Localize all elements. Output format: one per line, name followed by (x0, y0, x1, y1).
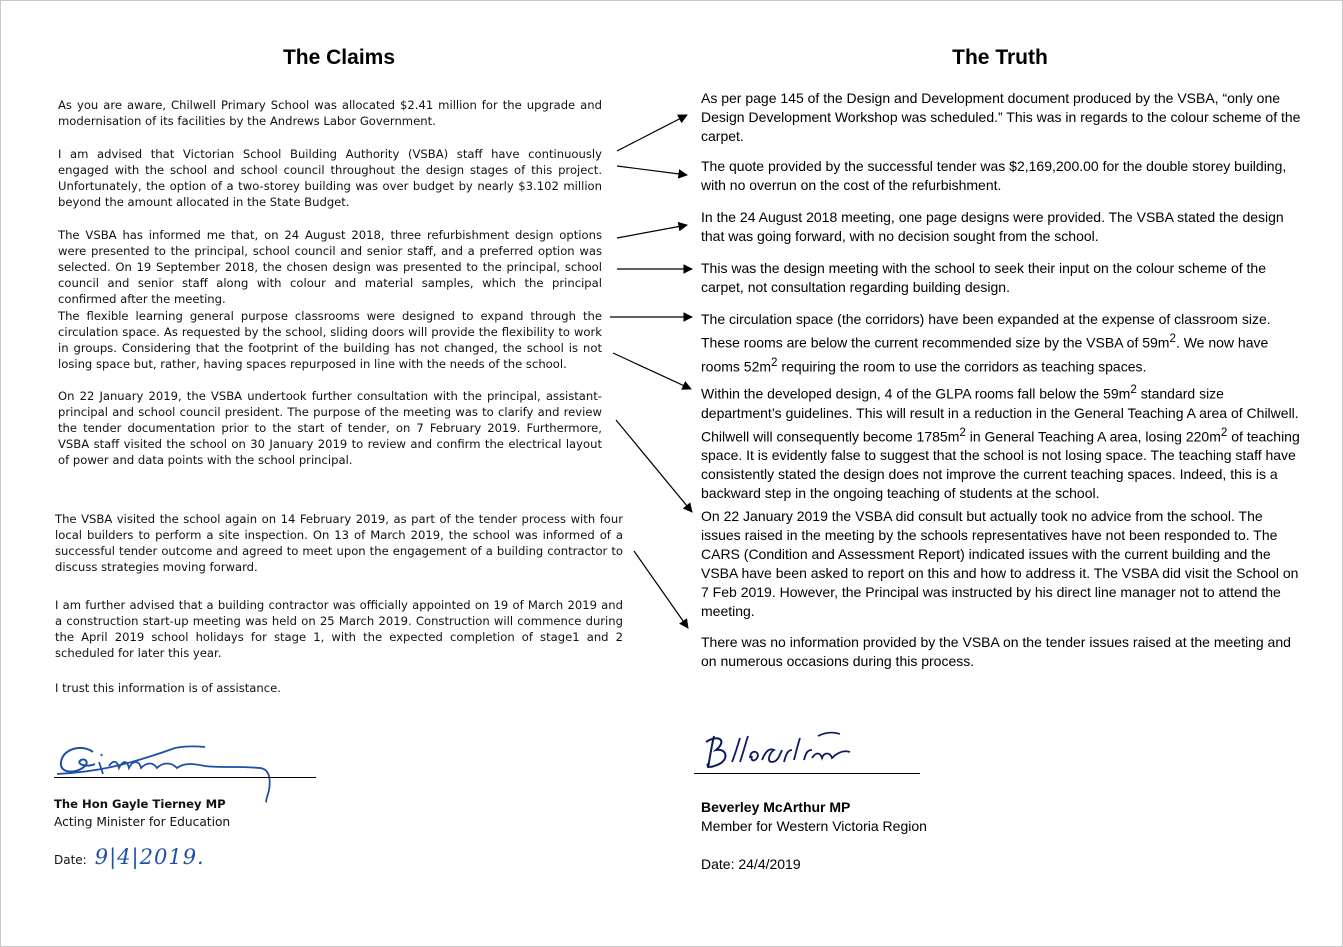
claim-paragraph-1: As you are aware, Chilwell Primary School was allocated $2.41 million for the upgrade and modernisation of its facilities by the Andrews Labor Government. (58, 98, 602, 128)
truth-paragraph-5: The circulation space (the corridors) have been expanded at the expense of classroom size. These rooms are below the current recommended size by the VSBA of $59m^2$. We now have rooms $52m^2$ requiring the room to use the corridors as teaching spaces. (701, 311, 1271, 375)
date-label-left: Date: (54, 853, 87, 867)
claim-paragraph-3: The VSBA has informed me that, on 24 August 2018, three refurbishment design options were presented to the principal, school council and senior staff, and a preferred option was selected. On 19 September 2018, the chosen design was presented to the principal, school council and senior staff along with colour and material samples, which the principal confirmed after the meeting. (58, 228, 602, 306)
signatory-role-left: Acting Minister for Education (54, 815, 231, 829)
truth-paragraph-1: As per page 145 of the Design and Development document produced by the VSBA, “only one Design Development Workshop was scheduled.” This was in regards to the colour scheme of the carpet. (701, 90, 1301, 144)
signature-beverley-mcarthur (700, 728, 860, 772)
claim-paragraph-2: I am advised that Victorian School Building Authority (VSBA) staff have continuously engaged with the school and school council throughout the design stages of this project. Unfortunately, the option of a two-storey building was over budget by nearly $3.102 million beyond the amount allocated in the State Budget. (58, 147, 602, 209)
arrow-2 (617, 166, 687, 175)
date-right: Date: 24/4/2019 (701, 856, 801, 872)
truth-paragraph-7: On 22 January 2019 the VSBA did consult but actually took no advice from the school. The issues raised in the meeting by the schools representatives have not been responded to. The CARS (Condition and Assessment Report) indicated issues with the current building and the VSBA have been asked to report on this and how to address it. The VSBA did visit the School on 7 Feb 2019. However, the Principal was instructed by his direct line manager not to attend the meeting. (701, 508, 1299, 619)
date-left (54, 845, 205, 869)
truth-paragraph-2: The quote provided by the successful tender was $2,169,200.00 for the double storey building, with no overrun on the cost of the refurbishment. (701, 158, 1287, 193)
truth-heading: The Truth (952, 46, 1048, 69)
arrow-8 (634, 551, 688, 628)
truth-paragraph-6: Within the developed design, 4 of the GLPA rooms fall below the $59m^2$ standard size department’s guidelines. This will result in a reduction in the General Teaching A area of Chilwell. Chilwell will consequently become $1785m^2$ in General Teaching A area, losing $220m^2$ of teaching space. It is evidently false to suggest that the school is not losing space. The teaching staff have consistently stated the design does not improve the current teaching spaces. Indeed, this is a backward step in the ongoing teaching of students at the school. (701, 383, 1300, 502)
claim-paragraph-4: The flexible learning general purpose classrooms were designed to expand through the circulation space. As requested by the school, sliding doors will provide the flexibility to work in groups. Considering that the footprint of the building has not changed, the school is not losing space but, rather, having spaces repurposed in line with the needs of the school. (58, 309, 602, 371)
arrow-3 (617, 225, 687, 238)
signatory-name-right: Beverley McArthur MP (701, 799, 851, 815)
signature-gayle-tierney (55, 738, 285, 804)
arrow-6 (613, 353, 691, 389)
signature-line-left (54, 777, 316, 778)
claim-paragraph-7: I am further advised that a building contractor was officially appointed on 19 of March 2019 and a construction start-up meeting was held on 25 March 2019. Construction will commence during the April 2019 school holidays for stage 1, with the expected completion of stage1 and 2 scheduled for later this year. (55, 598, 623, 660)
signatory-name-left: The Hon Gayle Tierney MP (54, 797, 226, 811)
arrow-1 (617, 115, 687, 151)
signature-line-right (694, 773, 920, 774)
signatory-role-right: Member for Western Victoria Region (701, 818, 927, 834)
claim-paragraph-8: I trust this information is of assistance. (55, 681, 281, 695)
date-handwritten: 9|4|2019. (94, 845, 205, 869)
claim-paragraph-5: On 22 January 2019, the VSBA undertook further consultation with the principal, assistant-principal and school council president. The purpose of the meeting was to clarify and review the tender documentation prior to the start of tender, on 7 February 2019. Furthermore, VSBA staff visited the school on 30 January 2019 to review and confirm the electrical layout of power and data points with the school principal. (58, 389, 602, 467)
arrow-7 (616, 420, 692, 512)
truth-paragraph-3: In the 24 August 2018 meeting, one page designs were provided. The VSBA stated the design that was going forward, with no decision sought from the school. (701, 209, 1284, 244)
truth-paragraph-4: This was the design meeting with the school to seek their input on the colour scheme of the carpet, not consultation regarding building design. (701, 260, 1266, 295)
truth-paragraph-8: There was no information provided by the VSBA on the tender issues raised at the meeting and on numerous occasions during this process. (701, 634, 1291, 669)
claims-heading: The Claims (282, 46, 396, 69)
claim-paragraph-6: The VSBA visited the school again on 14 February 2019, as part of the tender process with four local builders to perform a site inspection. On 13 of March 2019, the school was informed of a successful tender outcome and agreed to meet upon the engagement of a building contractor to discuss strategies moving forward. (55, 512, 623, 574)
